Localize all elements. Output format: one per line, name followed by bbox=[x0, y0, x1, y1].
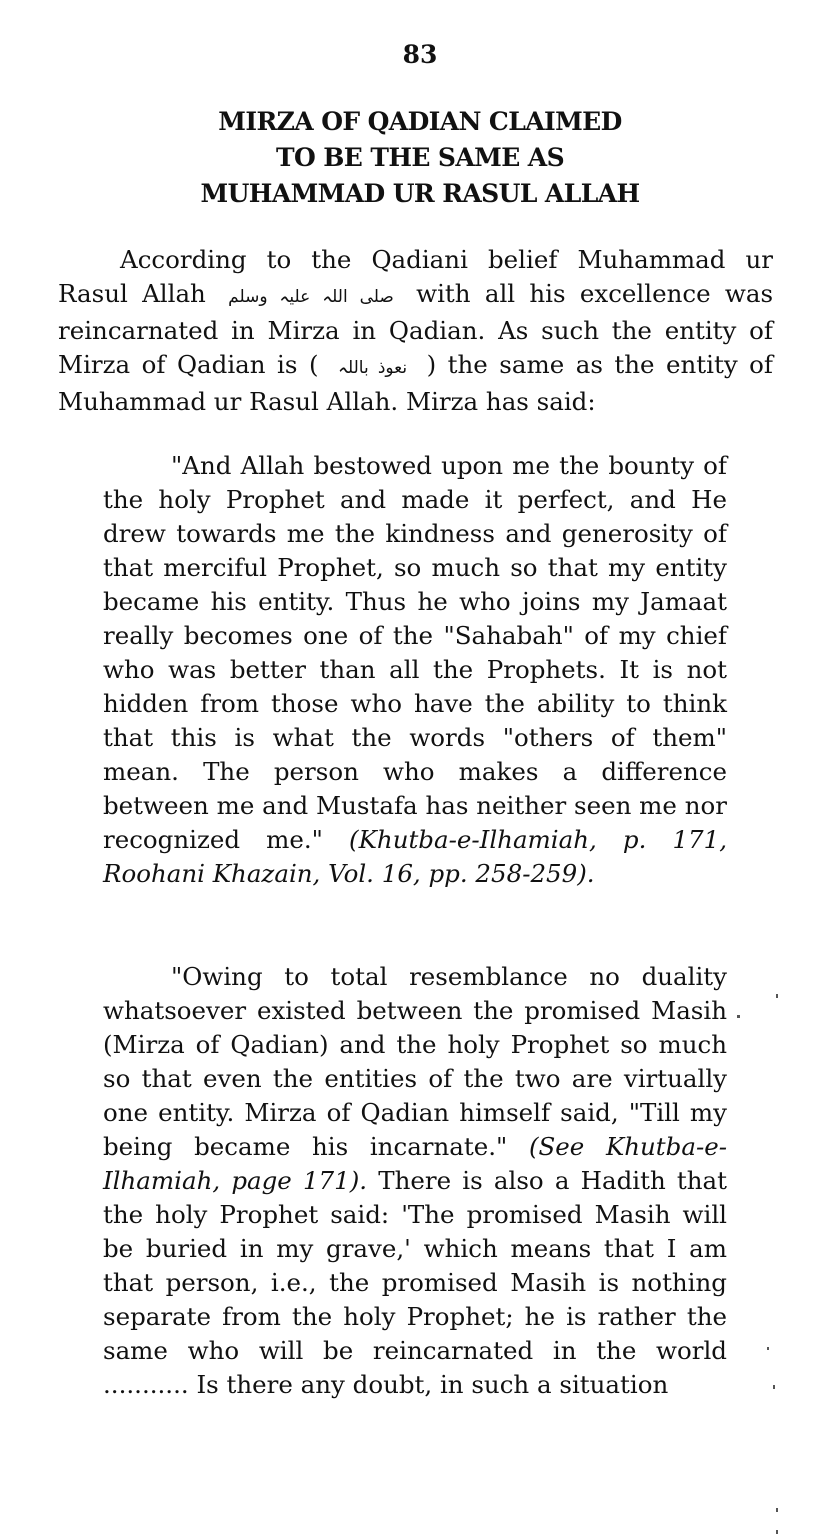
scan-speck bbox=[773, 1385, 775, 1389]
arabic-aside: نعوذ باللہ bbox=[338, 357, 408, 378]
scan-speck bbox=[776, 1508, 778, 1512]
intro-paragraph bbox=[58, 243, 773, 419]
quote-2-text-1: "Owing to total resemblance no duality whatsoever existed between the promised Masih (Mirza of Qadian) and the holy Prophet so much so that even the entities of the two are virtually one entity. Mirza of Qadian himself said, "Till my being became his incarnate." bbox=[103, 962, 727, 1161]
scan-speck bbox=[767, 1347, 769, 1350]
scan-speck bbox=[776, 994, 778, 998]
scan-speck bbox=[737, 1015, 740, 1018]
chapter-heading bbox=[0, 104, 840, 212]
heading-line-1: MIRZA OF QADIAN CLAIMED bbox=[218, 107, 622, 136]
quote-1-citation: (Khutba-e-Ilhamiah, p. 171, Roohani Khazain, Vol. 16, pp. 258-259). bbox=[103, 825, 727, 888]
quote-1-text: "And Allah bestowed upon me the bounty of the holy Prophet and made it perfect, and He drew towards me the kindness and generosity of that merciful Prophet, so much so that my entity became his entity. Thus he who joins my Jamaat really becomes one of the "Sahabah" of my chief who was better than all the Prophets. It is not hidden from those who have the ability to think that this is what the words "others of them" mean. The person who makes a difference between me and Mustafa has neither seen me nor recognized me." bbox=[103, 451, 727, 854]
heading-line-2: TO BE THE SAME AS bbox=[275, 143, 565, 172]
quote-2-text-2: There is also a Hadith that the holy Prophet said: 'The promised Masih will be buried in my grave,' which means that I am that person, i.e., the promised Masih is nothing separate from the holy Prophet; he is rather the same who will be reincarnated in the world ........... Is there any doubt, in such a situation bbox=[103, 1166, 727, 1399]
intro-text-2: with all his excellence was reincarnated in Mirza in Qadian. As such the entity of Mirza of Qadian is ( bbox=[58, 278, 774, 379]
quote-2-citation: (See Khutba-e-Ilhamiah, page 171). bbox=[103, 1132, 727, 1195]
scan-speck bbox=[776, 1530, 778, 1534]
heading-line-3: MUHAMMAD UR RASUL ALLAH bbox=[200, 179, 640, 208]
page-number: 83 bbox=[402, 40, 438, 69]
quote-block-1 bbox=[103, 449, 727, 891]
intro-text-1: According to the Qadiani belief Muhammad ur Rasul Allah bbox=[58, 245, 773, 308]
intro-text-3: ) the same as the entity of Muhammad ur Rasul Allah. Mirza has said: bbox=[58, 349, 773, 416]
arabic-honorific: صلی اللہ علیہ وسلم bbox=[228, 286, 394, 307]
quote-block-2 bbox=[103, 960, 727, 1402]
